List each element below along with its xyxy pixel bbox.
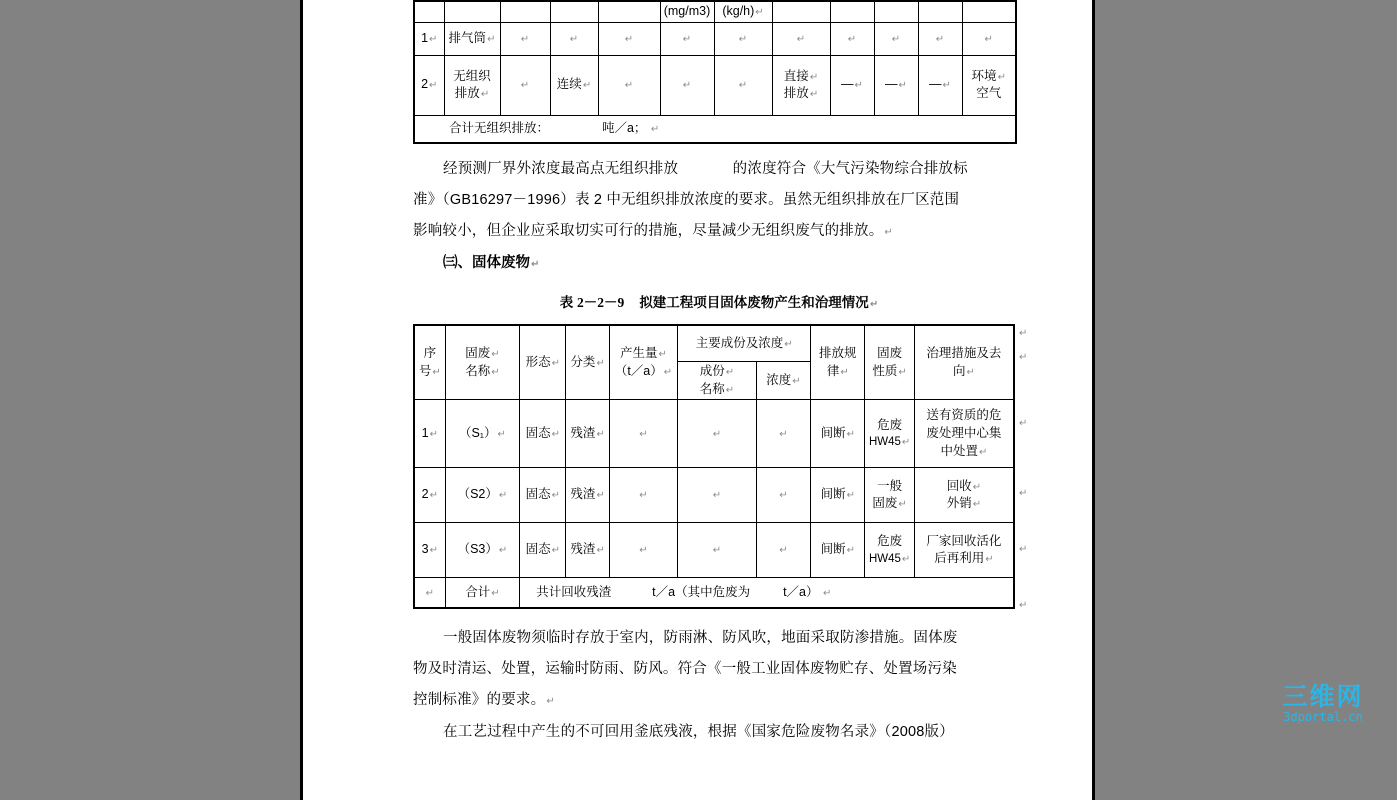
cell-units-blank-3 bbox=[550, 1, 598, 22]
caption-prefix: 表 bbox=[559, 295, 574, 311]
outside-pilcrow-1: ↵ bbox=[1019, 328, 1028, 340]
solid-waste-table-wrap bbox=[413, 324, 1028, 612]
cell-sw3-treatment-line2: 后再利用↵ bbox=[934, 551, 994, 566]
table-row bbox=[414, 400, 1014, 468]
air-total-label: 合计无组织排放： bbox=[449, 121, 550, 136]
cell-sw1-treatment bbox=[914, 400, 1014, 468]
cell-sw3-property bbox=[865, 523, 914, 578]
cell-units-blank-2 bbox=[500, 1, 550, 22]
cell-sw1-property bbox=[865, 400, 914, 468]
cell-units-blank-7 bbox=[772, 1, 830, 22]
watermark-title: 三维网 bbox=[1282, 682, 1364, 711]
cell-sw2-discharge: 间断↵ bbox=[811, 468, 865, 523]
cell-row1-no: 1↵ bbox=[414, 22, 444, 55]
header-discharge-line1: 排放规 bbox=[819, 346, 857, 360]
cell-row2-c8: —↵ bbox=[830, 55, 874, 115]
header-cell-category: 分类↵ bbox=[566, 325, 609, 400]
cell-sw1-treatment-line3: 中处置↵ bbox=[940, 443, 988, 458]
table-row-total bbox=[414, 115, 1016, 143]
header-cell-treatment bbox=[914, 325, 1014, 400]
header-cell-property bbox=[865, 325, 914, 400]
cell-row1-c6: ↵ bbox=[714, 22, 772, 55]
cell-units-blank-0 bbox=[414, 1, 444, 22]
cell-sw1-concentration: ↵ bbox=[756, 400, 810, 468]
table-row bbox=[414, 523, 1014, 578]
cell-row1-c10: ↵ bbox=[918, 22, 962, 55]
sw-total-text-c: t／a） bbox=[783, 584, 819, 599]
outside-pilcrow-6: ↵ bbox=[1019, 600, 1028, 612]
air-total-unit: 吨／a； bbox=[601, 121, 647, 136]
header-property-line1: 固废 bbox=[877, 346, 903, 360]
document-page bbox=[300, 0, 1095, 800]
cell-row2-c10: —↵ bbox=[918, 55, 962, 115]
cell-sw-total-no: ↵ bbox=[414, 578, 445, 608]
page-content bbox=[413, 0, 1028, 748]
paragraph-air-conclusion-line3: 影响较小，但企业应采取切实可行的措施，尽量减少无组织废气的排放。↵ bbox=[413, 223, 893, 240]
table-header-row-1 bbox=[414, 325, 1014, 361]
cell-sw1-name: （S₁）↵ bbox=[445, 400, 519, 468]
table-row bbox=[414, 55, 1016, 115]
cell-row2-c11 bbox=[962, 55, 1016, 115]
table-row-header-units bbox=[414, 1, 1016, 22]
header-cell-no bbox=[414, 325, 445, 400]
header-treatment-line2: 向↵ bbox=[952, 363, 975, 378]
header-comp-name-line1: 成份↵ bbox=[699, 363, 735, 378]
cell-row2-c6: ↵ bbox=[714, 55, 772, 115]
cell-sw1-amount: ↵ bbox=[609, 400, 677, 468]
cell-sw1-no: 1↵ bbox=[414, 400, 445, 468]
header-comp-name-line2: 名称↵ bbox=[699, 381, 735, 396]
cell-sw1-treatment-line2: 废处理中心集 bbox=[926, 425, 1002, 440]
header-treatment-line1: 治理措施及去 bbox=[926, 346, 1002, 360]
header-cell-amount bbox=[609, 325, 677, 400]
paragraph-air-conclusion-line1 bbox=[413, 154, 1025, 185]
cell-row1-c5: ↵ bbox=[660, 22, 714, 55]
cell-row1-c9: ↵ bbox=[874, 22, 918, 55]
cell-sw3-property-line1: 危废 bbox=[877, 534, 903, 549]
cell-row2-c7-line2: 排放↵ bbox=[783, 86, 819, 101]
cell-sw2-amount: ↵ bbox=[609, 468, 677, 523]
table-row bbox=[414, 468, 1014, 523]
cell-sw3-concentration: ↵ bbox=[756, 523, 810, 578]
cell-sw3-comp-name: ↵ bbox=[678, 523, 757, 578]
paragraph-solid-storage-line2: 物及时清运、处置，运输时防雨、防风。符合《一般工业固体废物贮存、处置场污染 bbox=[413, 660, 957, 677]
cell-row2-c4: ↵ bbox=[598, 55, 660, 115]
p1-line1-part-b: 的浓度符合《大气污染物综合排放标 bbox=[732, 161, 968, 178]
header-cell-waste-name bbox=[445, 325, 519, 400]
cell-units-blank-11 bbox=[962, 1, 1016, 22]
cell-row2-c3: 连续↵ bbox=[550, 55, 598, 115]
cell-sw1-comp-name: ↵ bbox=[678, 400, 757, 468]
cell-row2-name bbox=[444, 55, 500, 115]
header-cell-composition-group: 主要成份及浓度↵ bbox=[678, 325, 811, 361]
header-cell-discharge-pattern bbox=[811, 325, 865, 400]
cell-sw1-property-line1: 危废 bbox=[877, 417, 903, 432]
cell-sw2-concentration: ↵ bbox=[756, 468, 810, 523]
cell-sw3-name: （S3）↵ bbox=[445, 523, 519, 578]
header-name-line1: 固废↵ bbox=[465, 346, 500, 360]
paragraph-solid-storage-line1: 一般固体废物须临时存放于室内，防雨淋、防风吹，地面采取防渗措施。固体废 bbox=[443, 629, 958, 646]
cell-sw2-category: 残渣↵ bbox=[566, 468, 609, 523]
cell-sw3-form: 固态↵ bbox=[520, 523, 566, 578]
header-cell-comp-name bbox=[678, 361, 757, 400]
cell-sw2-property bbox=[865, 468, 914, 523]
cell-sw3-treatment bbox=[914, 523, 1014, 578]
caption-number: 2－2－9 bbox=[577, 295, 625, 311]
cell-units-blank-8 bbox=[830, 1, 874, 22]
cell-row1-name: 排气筒↵ bbox=[444, 22, 500, 55]
cell-sw1-treatment-line1: 送有资质的危 bbox=[926, 408, 1002, 423]
cell-sw2-comp-name: ↵ bbox=[678, 468, 757, 523]
paragraph-air-conclusion-line2: 准》（GB16297－1996）表 2 中无组织排放浓度的要求。虽然无组织排放在厂区范围 bbox=[413, 192, 960, 209]
table-caption-2-2-9: 表 2－2－9 拟建工程项目固体废物产生和治理情况↵ bbox=[559, 295, 879, 311]
sw-total-text-a: 共计回收残渣 bbox=[536, 584, 612, 599]
solid-waste-table bbox=[413, 324, 1015, 609]
cell-air-total: 合计无组织排放： 吨／a； ↵ bbox=[414, 115, 1016, 143]
header-amount-line2: （t／a）↵ bbox=[614, 363, 673, 378]
cell-units-blank-1 bbox=[444, 1, 500, 22]
table-row bbox=[414, 22, 1016, 55]
cell-sw1-discharge: 间断↵ bbox=[811, 400, 865, 468]
cell-row2-c7 bbox=[772, 55, 830, 115]
cell-sw3-treatment-line1: 厂家回收活化 bbox=[926, 533, 1002, 548]
cell-row1-c4: ↵ bbox=[598, 22, 660, 55]
cell-units-blank-10 bbox=[918, 1, 962, 22]
p1-line1-part-a: 经预测厂界外浓度最高点无组织排放 bbox=[443, 161, 679, 178]
cell-sw3-discharge: 间断↵ bbox=[811, 523, 865, 578]
cell-row2-name-line1: 无组织 bbox=[453, 68, 491, 83]
cell-sw1-property-line2: HW45↵ bbox=[868, 436, 911, 449]
cell-sw3-amount: ↵ bbox=[609, 523, 677, 578]
paragraph-hazardous-catalog-line1: 在工艺过程中产生的不可回用釜底残液，根据《国家危险废物名录》（2008版） bbox=[443, 723, 954, 740]
cell-row1-c11: ↵ bbox=[962, 22, 1016, 55]
outside-pilcrow-5: ↵ bbox=[1019, 544, 1028, 556]
cell-units-blank-9 bbox=[874, 1, 918, 22]
header-no-line2: 号↵ bbox=[418, 363, 441, 378]
cell-sw2-treatment-line1: 回收↵ bbox=[946, 478, 982, 493]
sw-total-text-b: t／a（其中危废为 bbox=[652, 584, 751, 599]
cell-row2-c11-line2: 空气 bbox=[976, 86, 1002, 101]
cell-sw1-category: 残渣↵ bbox=[566, 400, 609, 468]
cell-row2-c5: ↵ bbox=[660, 55, 714, 115]
watermark-subtitle: 3dportal.cn bbox=[1283, 710, 1363, 724]
air-emissions-table-wrap bbox=[413, 0, 1025, 144]
header-name-line2: 名称↵ bbox=[465, 363, 500, 378]
cell-sw-total-label: 合计↵ bbox=[445, 578, 519, 608]
cell-sw2-form: 固态↵ bbox=[520, 468, 566, 523]
header-amount-line1: 产生量↵ bbox=[620, 346, 667, 360]
cell-row2-no: 2↵ bbox=[414, 55, 444, 115]
cell-units-blank-4 bbox=[598, 1, 660, 22]
cell-sw2-property-line1: 一般 bbox=[877, 478, 903, 493]
cell-row2-c11-line1: 环境↵ bbox=[971, 68, 1006, 83]
header-no-line1: 序 bbox=[423, 346, 437, 360]
cell-row2-name-line2: 排放↵ bbox=[454, 86, 490, 101]
caption-title: 拟建工程项目固体废物产生和治理情况 bbox=[639, 295, 869, 311]
cell-row1-c7: ↵ bbox=[772, 22, 830, 55]
header-property-line2: 性质↵ bbox=[872, 363, 907, 378]
cell-row2-c7-line1: 直接↵ bbox=[783, 68, 819, 83]
cell-sw3-no: 3↵ bbox=[414, 523, 445, 578]
cell-sw-total-text: 共计回收残渣 t／a（其中危废为 t／a） ↵ bbox=[520, 578, 1014, 608]
cell-sw2-property-line2: 固废↵ bbox=[872, 496, 907, 511]
cell-sw3-category: 残渣↵ bbox=[566, 523, 609, 578]
cell-sw2-no: 2↵ bbox=[414, 468, 445, 523]
table-row-total bbox=[414, 578, 1014, 608]
cell-sw2-treatment-line2: 外销↵ bbox=[946, 496, 982, 511]
watermark bbox=[1257, 684, 1389, 732]
cell-sw2-treatment bbox=[914, 468, 1014, 523]
header-discharge-line2: 律↵ bbox=[826, 363, 849, 378]
outside-pilcrow-3: ↵ bbox=[1019, 418, 1028, 430]
paragraph-solid-storage-line3: 控制标准》的要求。↵ bbox=[413, 691, 555, 708]
cell-unit-mgm3: (mg/m3) bbox=[660, 1, 714, 22]
cell-sw3-property-line2: HW45↵ bbox=[868, 552, 911, 565]
cell-row1-c2: ↵ bbox=[500, 22, 550, 55]
air-emissions-table bbox=[413, 0, 1017, 144]
cell-sw2-name: （S2）↵ bbox=[445, 468, 519, 523]
cell-row2-c2: ↵ bbox=[500, 55, 550, 115]
cell-sw1-form: 固态↵ bbox=[520, 400, 566, 468]
outside-pilcrow-2: ↵ bbox=[1019, 352, 1028, 364]
header-cell-concentration: 浓度↵ bbox=[756, 361, 810, 400]
header-cell-form: 形态↵ bbox=[520, 325, 566, 400]
cell-row2-c9: —↵ bbox=[874, 55, 918, 115]
cell-row1-c3: ↵ bbox=[550, 22, 598, 55]
outside-pilcrow-4: ↵ bbox=[1019, 488, 1028, 500]
cell-row1-c8: ↵ bbox=[830, 22, 874, 55]
cell-unit-kgh: (kg/h)↵ bbox=[714, 1, 772, 22]
section-heading-solid-waste: ㈢、固体废物↵ bbox=[443, 255, 540, 272]
